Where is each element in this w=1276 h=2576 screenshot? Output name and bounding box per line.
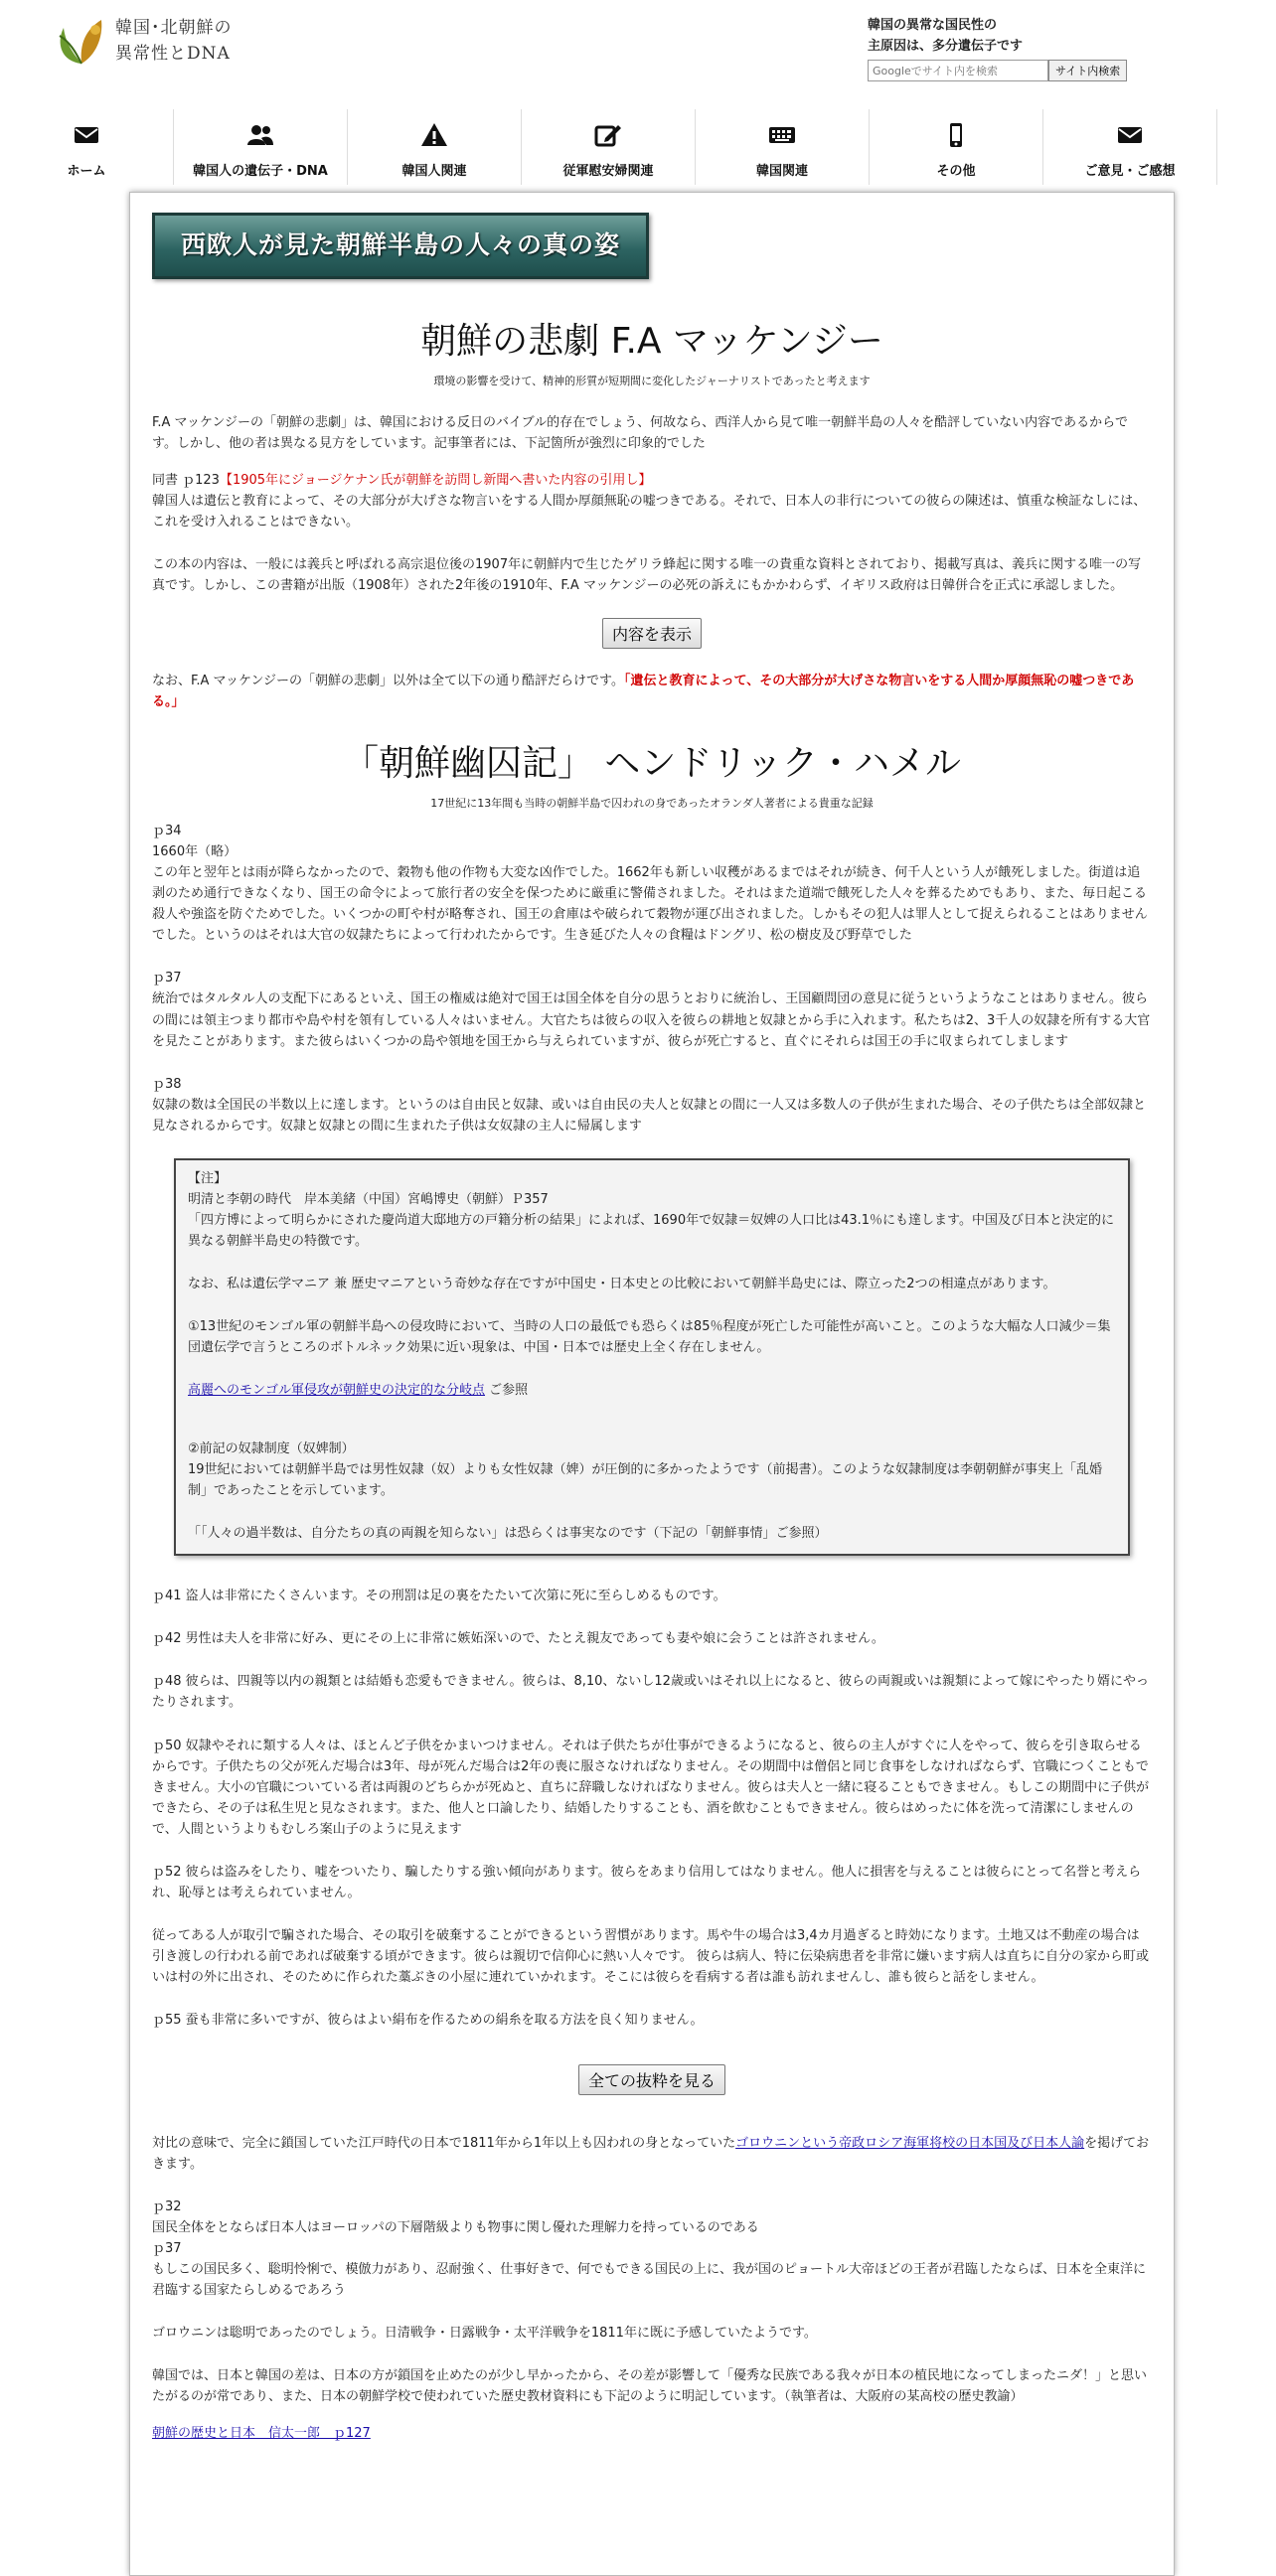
annotation-box — [174, 1158, 1130, 1557]
quote-reference — [152, 470, 1152, 491]
excerpt-p38: 奴隷の数は全国民の半数以上に達します。というのは自由民と奴隷、或いは自由民の夫人と奴隷との間に一人又は多数人の子供が生まれた場合、その子供たちは全部奴隷と見なされるからです。奴隷と奴隷との間に生まれた子供は女奴隷の主人に帰属します — [152, 1097, 1146, 1134]
note-paragraph-head: ②前記の奴隷制度（奴婢制） — [188, 1441, 355, 1457]
main-nav — [0, 109, 1276, 185]
excerpt-p55: ｐ55 蚕も非常に多いですが、彼らはよい絹布を作るための絹糸を取る方法を良く知りません。 — [152, 2012, 704, 2028]
nav-label: その他 — [936, 164, 976, 179]
logo-title-line1: 韓国･北朝鮮の — [115, 17, 233, 38]
golovnin-link[interactable]: ゴロウニンという帝政ロシア海軍将校の日本国及び日本人論 — [735, 2136, 1085, 2152]
page-ref: ｐ37 — [152, 2241, 182, 2257]
footer-link-line — [152, 2423, 1152, 2444]
year-label: 1660年（略） — [152, 844, 238, 860]
nav-item-other[interactable] — [870, 109, 1043, 185]
nav-label: ホーム — [67, 164, 106, 179]
mackenzie-intro: F.A マッケンジーの「朝鮮の悲劇」は、韓国における反日のバイブル的存在でしょう、何故なら、西洋人から見て唯一朝鮮半島の人々を酷評していない内容であるからです。しかし、他の者は異なる見方をしています。記事筆者には、下記箇所が強烈に印象的でした — [152, 415, 1129, 452]
golovnin-p37: もしこの国民多く、聡明怜悧で、模倣力があり、忍耐強く、仕事好きで、何でもできる国民の上に、我が国のピョートル大帝ほどの王者が君臨したならば、日本を全東洋に君臨する国家たらしめるであろう — [152, 2262, 1146, 2299]
search-input[interactable] — [868, 60, 1048, 81]
section-subtitle: 環境の影響を受けて、精神的形質が短期間に変化したジャーナリストであったと考えます — [433, 375, 871, 388]
tagline-line1: 韓国の異常な国民性の — [868, 18, 998, 33]
site-logo[interactable] — [52, 14, 233, 68]
nav-label: ご意見・ご感想 — [1084, 164, 1176, 179]
search-button[interactable]: サイト内検索 — [1048, 60, 1127, 81]
excerpt-p52: ｐ52 彼らは盗みをしたり、嘘をついたり、騙したりする強い傾向があります。彼らをあまり信用してはなりません。他人に損害を与えることは彼らにとって名誉と考えられ、恥辱とは考えられていません。 — [152, 1864, 1142, 1900]
golovnin-comment: ゴロウニンは聡明であったのでしょう。日清戦争・日露戦争・太平洋戦争を1811年に既に予感していたようです。 — [152, 2326, 817, 2342]
mackenzie-closing — [152, 671, 1152, 712]
excerpt-p50: ｐ50 奴隷やそれに類する人々は、ほとんど子供をかまいつけません。それは子供たちが仕事ができるようになると、彼らの主人がすぐに人をやって、彼らを引き取らせるからです。子供たちの父が死んだ場合は3年、母が死んだ場合は2年の喪に服さなければなりません。その期間中は僧侶と同じ食事をしなければならず、官職につくこともできません。大小の官職についている者は両親のどちらかが死ぬと、直ちに辞職しなければなりません。彼らは夫人と一緒に寝ることもできません。もしこの期間中に子供ができたら、その子は私生児と見なされます。また、他人と口論したり、結婚したりすることも、酒を飲むこともできません。彼らはめったに体を洗って清潔にしませんので、人間というよりもむしろ案山子のように見えます — [152, 1738, 1150, 1837]
site-header — [0, 0, 1276, 103]
excerpt-p37: 統治ではタルタル人の支配下にあるといえ、国王の権威は絶対で国王は国全体を自分の思うとおりに統治し、王国顧問団の意見に従うというようなことはありません。彼らの間には領主つまり都市や島や村を領有している人々はいません。大官たちは彼らの収入を彼らの耕地と奴隷とから手に入れます。私たちは2、3千人の奴隷を所有する大官を見たことがあります。また彼らはいくつかの島や領地を国王から与えられていますが、彼らが死亡すると、直ぐにそれらは国王の手に収まられてしまします — [152, 991, 1151, 1049]
note-paragraph: ①13世紀のモンゴル軍の朝鮮半島への侵攻時において、当時の人口の最低でも恐らくは85％程度が死亡した可能性が高いこと。このような大幅な人口減少＝集団遺伝学で言うところのボトルネック効果に近い現象は、中国・日本では歴史上全く存在しません。 — [188, 1318, 1111, 1356]
nav-label: 韓国関連 — [755, 164, 808, 179]
warning-icon — [420, 121, 448, 149]
excerpt-p48: ｐ48 彼らは、四親等以内の親類とは結婚も恋愛もできません。彼らは、8,10、ないし12歳或いはそれ以上になると、彼らの両親或いは親類によって嫁にやったり婿にやったりされます。 — [152, 1674, 1149, 1711]
golovnin-intro — [152, 2133, 1152, 2175]
closing-red-quote: 「遺伝と教育によって、その大部分が大げさな物言いをする人間か厚顔無恥の嘘つきである。」 — [152, 674, 1135, 710]
excerpt-p34: この年と翌年とは雨が降らなかったので、穀物も他の作物も大変な凶作でした。1662年も新しい収穫があるまではそれが続き、何千人という人が餓死しました。街道は追剥のため通行できなくなり、国王の命令によって旅行者の安全を保つために厳重に警備されました。それはまた道端で餓死した人々を葬るためでもあり、また、毎日起こる殺人や強盗を防ぐためでした。いくつかの町や村が略奪され、国王の倉庫はや破られて穀物が運び出されました。しかもその犯人は罪人として捉えられることはありませんでした。というのはそれは大官の奴隷たちによって行われたからです。生き延びた人々の食糧はドングリ、松の樹皮及び野草でした — [152, 865, 1148, 944]
page-ref: ｐ34 — [152, 824, 182, 839]
site-tagline — [868, 16, 1023, 58]
page-banner: 西欧人が見た朝鮮半島の人々の真の姿 — [152, 213, 649, 279]
envelope-icon — [1116, 121, 1144, 149]
keyboard-icon — [768, 121, 796, 149]
nav-item-home[interactable] — [0, 109, 174, 185]
logo-title-line2: 異常性とDNA — [115, 44, 231, 64]
nav-item-korea[interactable] — [696, 109, 870, 185]
edit-icon — [594, 121, 622, 149]
note-link-line — [188, 1380, 1116, 1401]
envelope-icon — [73, 121, 100, 149]
leaf-logo-icon — [52, 14, 111, 68]
mongol-invasion-link[interactable]: 高麗へのモンゴル軍侵攻が朝鮮史の決定的な分岐点 — [188, 1383, 486, 1399]
quote-source-red: 【1905年にジョージケナン氏が朝鮮を訪問し新聞へ書いた内容の引用し】 — [219, 473, 652, 489]
nav-item-feedback[interactable] — [1043, 109, 1217, 185]
korean-history-book-link[interactable]: 朝鮮の歴史と日本 信太一郎 ｐ127 — [152, 2426, 371, 2442]
page-ref: ｐ38 — [152, 1076, 182, 1092]
excerpt-p42: ｐ42 男性は夫人を非常に好み、更にその上に非常に嫉妬深いので、たとえ親友であっても妻や娘に会うことは許されません。 — [152, 1631, 884, 1647]
closing-text: なお、F.A マッケンジーの「朝鮮の悲劇」以外は全て以下の通り酷評だらけです。 — [152, 674, 625, 689]
nav-label: 韓国人関連 — [401, 164, 467, 179]
main-content — [129, 192, 1175, 2576]
section-title-mackenzie: 朝鮮の悲劇 F.A マッケンジー — [420, 320, 883, 362]
tagline-line2: 主原因は、多分遺伝子です — [868, 38, 1024, 54]
page-ref: ｐ32 — [152, 2199, 182, 2215]
section-title-hamel: 「朝鮮幽囚記」 ヘンドリック・ハメル — [342, 742, 961, 784]
users-icon — [246, 121, 274, 149]
site-search — [868, 60, 1127, 81]
show-content-button[interactable]: 内容を表示 — [602, 618, 702, 649]
note-paragraph: なお、私は遺伝学マニア 兼 歴史マニアという奇妙な存在ですが中国史・日本史との比較において朝鮮半島史には、際立った2つの相違点があります。 — [188, 1276, 1056, 1291]
nav-label: 従軍慰安婦関連 — [562, 164, 654, 179]
note-source: 明清と李朝の時代 岸本美緒（中国）宮嶋博史（朝鮮）Ｐ357 — [188, 1191, 549, 1207]
mobile-icon — [942, 121, 970, 149]
section-subtitle: 17世紀に13年間も当時の朝鮮半島で囚われの身であったオランダ人著者による貴重な記録 — [430, 797, 874, 811]
nav-label: 韓国人の遺伝子・DNA — [193, 164, 328, 179]
golovnin-p32: 国民全体をとならば日本人はヨーロッパの下層階級よりも物事に関し優れた理解力を持っているのである — [152, 2220, 759, 2236]
intro-text: 対比の意味で、完全に鎖国していた江戸時代の日本で1811年から1年以上も囚われの身となっていた — [152, 2136, 736, 2152]
page-ref: ｐ37 — [152, 971, 182, 986]
intro-text-end: を掲げておきます。 — [152, 2136, 1150, 2173]
nav-item-comfort-women[interactable] — [522, 109, 696, 185]
quote-body: 韓国人は遺伝と教育によって、その大部分が大げさな物言いをする人間か厚顔無恥の嘘つきである。それで、日本人の非行についての彼らの陳述は、慎重な検証なしには、これを受け入れることはできない。 — [152, 494, 1147, 530]
mackenzie-paragraph: この本の内容は、一般には義兵と呼ばれる高宗退位後の1907年に朝鮮内で生じたゲリラ蜂起に関する唯一の貴重な資料とされており、掲載写真は、義兵に関する唯一の写真です。しかし、この書籍が出版（1908年）された2年後の1910年、F.A マッケンジーの必死の訴えにもかかわらず、イギリス政府は日韓併合を正式に承認しました。 — [152, 557, 1142, 594]
note-head: 【注】 — [188, 1170, 228, 1186]
korea-view-paragraph: 韓国では、日本と韓国の差は、日本の方が鎖国を止めたのが少し早かったから、その差が影響して「優秀な民族である我々が日本の植民地になってしまったニダ！」と思いたがるのが常であり、また、日本の朝鮮学校で使われていた歴史教材資料にも下記のように明記しています。（執筆者は、大阪府の某高校の歴史教諭） — [152, 2368, 1148, 2405]
note-paragraph: 19世紀においては朝鮮半島では男性奴隷（奴）よりも女性奴隷（婢）が圧倒的に多かったようです（前掲書）。このような奴隷制度は李朝朝鮮が事実上「乱婚制」であったことを示しています。 — [188, 1462, 1103, 1499]
note-paragraph: 「「人々の過半数は、自分たちの真の両親を知らない」は恐らくは事実なのです（下記の「朝鮮事情」ご参照） — [188, 1526, 828, 1542]
quote-page: 同書 ｐ123 — [152, 473, 220, 489]
excerpt-p52-continued: 従ってある人が取引で騙された場合、その取引を破棄することができるという習慣があります。馬や牛の場合は3,4カ月過ぎると時効になります。土地又は不動産の場合は引き渡しの行われる前であれば破棄する頃ができます。彼らは親切で信仰心に熱い人々です。 彼らは病人、特に伝染病患者を非常に嫌います病人は直ちに自分の家から町或いは村の外に出され、そのために作られた藁ぶきの小屋に連れていかれます。そこには彼らを看病する者は誰も訪れませんし、誰も彼らと話をしません。 — [152, 1927, 1150, 1985]
show-all-excerpts-button[interactable]: 全ての抜粋を見る — [578, 2064, 725, 2095]
excerpt-p41: ｐ41 盗人は非常にたくさんいます。その刑罰は足の裏をたたいて次第に死に至らしめるものです。 — [152, 1589, 726, 1604]
link-suffix: ご参照 — [485, 1383, 529, 1399]
nav-item-koreans[interactable] — [348, 109, 522, 185]
note-body: 「四方博によって明らかにされた慶尚道大邸地方の戸籍分析の結果」によれば、1690年で奴隷＝奴婢の人口比は43.1％にも達します。中国及び日本と決定的に異なる朝鮮半島史の特徴です。 — [188, 1212, 1114, 1249]
nav-item-genes[interactable] — [174, 109, 348, 185]
